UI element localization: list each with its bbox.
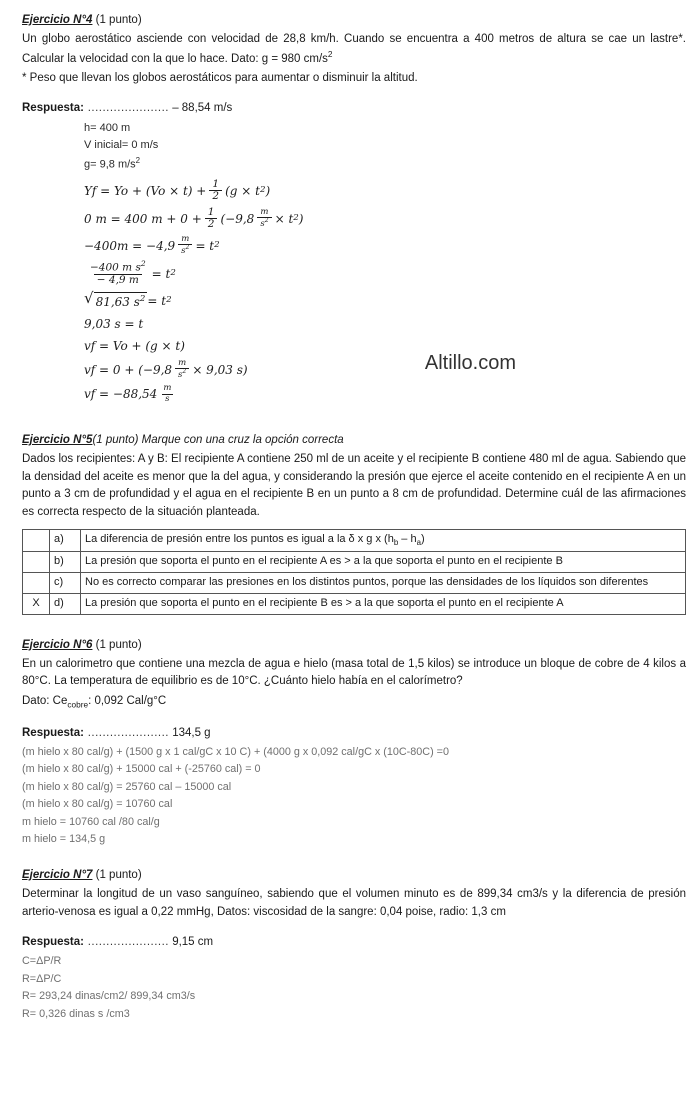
eq9-lhs: vf = −88,54: [84, 387, 158, 402]
exercise-7-calc-line-3: R= 293,24 dinas/cm2/ 899,34 cm3/s: [22, 990, 196, 1003]
exercise-7-title: Ejercicio N°7: [22, 868, 93, 881]
exercise-6-statement: En un calorimetro que contiene una mezcla de agua e hielo (masa total de 1,5 kilos) se introduce un bloque de cobre de 4 kilos a 80°C. La temperatura de equilibrio es de 10°C. ¿Cuánto hielo había en el calorímetro?: [22, 657, 686, 688]
exercise-4-statement-text: Un globo aerostático asciende con velocidad de 28,8 km/h. Cuando se encuentra a 400 metros de altura se cae un lastre*. Calcular la velocidad con la que lo hace. Dato: g = 980 cm/s: [22, 33, 686, 65]
exercise-6-answer-value: 134,5 g: [169, 726, 211, 739]
exercise-4-given-g: [84, 155, 686, 174]
eq8-units-denominator-exponent: 2: [182, 368, 187, 376]
exercise-4-equation-3: [84, 235, 686, 257]
eq1-close: ): [265, 183, 271, 198]
exercise-4-given-v: V inicial= 0 m/s: [84, 139, 159, 152]
square-root-icon: √: [84, 288, 94, 307]
eq2-half-denominator: 2: [205, 218, 218, 231]
option-c-letter: c): [50, 572, 81, 593]
eq4-fraction: [87, 260, 149, 287]
exercise-4-note: * Peso que llevan los globos aerostáticos para aumentar o disminuir la altitud.: [22, 72, 418, 85]
eq1-fraction: [209, 179, 222, 203]
exercise-7-calculations: [22, 953, 686, 1023]
eq2-close: ): [298, 211, 304, 226]
watermark-altillo: Altillo.com: [424, 352, 516, 374]
eq3-units-denominator: [178, 244, 192, 256]
option-b-text: La presión que soporta el punto en el recipiente A es > a la que soporta el punto en el recipiente B: [81, 551, 686, 572]
eq4-tail-exponent: 2: [170, 268, 176, 279]
exercise-6-heading: [22, 637, 686, 654]
option-b-letter: b): [50, 551, 81, 572]
exercise-6-data-post: : 0,092 Cal/g°C: [88, 694, 167, 707]
exercise-7-statement: Determinar la longitud de un vaso sanguíneo, sabiendo que el volumen minuto es de 899,34 cm3/s y la diferencia de presión arterio-venosa es igual a 0,22 mmHg, Datos: viscosidad de la sangre: 0,04 poise, radio: 1,3 cm: [22, 888, 686, 918]
exercise-7-answer-dots: ......................: [84, 935, 169, 948]
exercise-7-answer-value: 9,15 cm: [169, 935, 214, 948]
eq5-radical: [84, 288, 147, 311]
eq8-tail: × 9,03 s): [192, 362, 248, 377]
eq9-units-denominator: s: [162, 394, 172, 404]
eq8-units-fraction: [175, 359, 189, 381]
eq3-lhs: −400m = −4,9: [84, 238, 176, 253]
option-a-mark[interactable]: [23, 530, 50, 552]
eq9-units-fraction: [160, 384, 174, 404]
eq4-numerator-exponent: 2: [140, 259, 146, 269]
option-d-letter: d): [50, 593, 81, 614]
eq3-tail-exponent: 2: [214, 240, 220, 251]
eq1-tail-exponent: 2: [259, 185, 266, 196]
exercise-4-answer-dots: ......................: [84, 102, 169, 115]
option-d-text: La presión que soporta el punto en el recipiente B es > a la que soporta el punto en el recipiente A: [81, 593, 686, 614]
exercise-4-title: Ejercicio N°4: [22, 14, 93, 26]
exercise-6-calc-line-5: m hielo = 10760 cal /80 cal/g: [22, 815, 160, 828]
exercise-4-work: [84, 120, 686, 405]
option-c-text: No es correcto comparar las presiones en los distintos puntos, porque las densidades de los líquidos son diferentes: [81, 572, 686, 593]
exercise-6-calculations: [22, 744, 686, 849]
exercise-7-answer-line: [22, 934, 686, 951]
exercise-7-points: (1 punto): [92, 868, 142, 881]
eq8-lhs: vf = 0 + (−9,8: [84, 362, 173, 377]
eq9-units-numerator: m: [163, 383, 172, 394]
exercise-7-answer-label: Respuesta:: [22, 935, 84, 948]
eq2-lhs: 0 m = 400 m + 0 +: [84, 211, 202, 226]
exercise-5-instruction: Marque con una cruz la opción correcta: [138, 434, 344, 447]
exercise-4-heading: [22, 12, 686, 29]
exercise-6-answer-label: Respuesta:: [22, 726, 84, 739]
eq2-open: (−9,8: [220, 211, 255, 226]
eq8-units-numerator: m: [178, 357, 187, 368]
table-row[interactable]: [23, 530, 686, 552]
eq1-fraction-denominator: 2: [209, 190, 222, 203]
eq2-tail-exponent: 2: [293, 213, 299, 224]
option-b-mark[interactable]: [23, 551, 50, 572]
exercise-4-points: (1 punto): [92, 14, 142, 26]
option-c-mark[interactable]: [23, 572, 50, 593]
exercise-7-calc-line-4: R= 0,326 dinas s /cm3: [22, 1007, 130, 1020]
spacer-after-ex4: [22, 408, 686, 430]
option-d-mark[interactable]: X: [23, 593, 50, 614]
eq3-units-denominator-exponent: 2: [185, 244, 190, 252]
exercise-4-equation-2: [84, 207, 686, 231]
eq2-units-fraction: [257, 208, 271, 230]
exercise-6-calc-line-4: (m hielo x 80 cal/g) = 10760 cal: [22, 798, 173, 811]
eq4-tail: = t: [151, 266, 171, 281]
eq1-fraction-numerator: 1: [212, 177, 220, 190]
exercise-4-equation-8: [84, 359, 686, 381]
exercise-7-heading: [22, 867, 686, 884]
eq3-units-fraction: [178, 235, 192, 257]
eq4-denominator: − 4,9 m: [94, 274, 142, 287]
option-a-letter: a): [50, 530, 81, 552]
eq3-tail: = t: [195, 238, 215, 253]
eq4-numerator-text: −400 m s: [90, 261, 141, 274]
exercise-6-data-pre: Dato: Ce: [22, 694, 68, 707]
exercise-4-equation-7: vf = Vo + (g × t): [84, 338, 185, 353]
table-row[interactable]: [23, 551, 686, 572]
exercise-4-equation-5: [84, 288, 686, 311]
eq4-numerator: [87, 260, 149, 274]
option-a-text: [81, 530, 686, 552]
exercise-7-calc-line-2: R=ΔP/C: [22, 972, 62, 985]
exercise-7-calc-line-1: C=ΔP/R: [22, 955, 62, 968]
exercise-6-answer-line: [22, 725, 686, 742]
option-a-text-post: ): [420, 533, 425, 546]
eq5-tail-exponent: 2: [166, 295, 172, 306]
exercise-4-statement: [22, 31, 686, 68]
exercise-4-answer-label: Respuesta:: [22, 102, 84, 115]
exercise-6-calc-line-3: (m hielo x 80 cal/g) = 25760 cal – 15000 cal: [22, 780, 232, 793]
eq3-units-denominator-text: s: [181, 245, 186, 256]
spacer-after-ex5: [22, 619, 686, 635]
eq2-units-denominator: [257, 217, 271, 229]
eq3-units-numerator: m: [181, 233, 190, 244]
option-a-sub-b: b: [393, 538, 399, 548]
exercise-4-equation-1: [84, 179, 686, 203]
eq1-tail: (g × t: [225, 183, 260, 198]
eq8-units-denominator: [175, 368, 189, 380]
exercise-6-points: (1 punto): [92, 638, 142, 651]
exercise-5-heading: [22, 432, 686, 449]
exercise-6-calc-line-2: (m hielo x 80 cal/g) + 15000 cal + (-25760 cal) = 0: [22, 763, 261, 776]
eq2-units-numerator: m: [260, 206, 269, 217]
eq2-tail: × t: [274, 211, 294, 226]
exercise-4-given-g-exponent: 2: [135, 156, 141, 166]
exercise-4-given-h: h= 400 m: [84, 121, 131, 134]
eq5-radicand-exponent: 2: [139, 293, 146, 304]
exercise-4-given-g-text: g= 9,8 m/s: [84, 158, 136, 171]
exercise-5-title: Ejercicio N°5: [22, 434, 93, 447]
exercise-4-statement-exponent: 2: [327, 49, 333, 59]
eq5-radicand: [94, 292, 148, 311]
table-row[interactable]: [23, 572, 686, 593]
exercise-4-equation-4: [84, 260, 686, 287]
eq2-units-denominator-text: s: [260, 219, 265, 230]
option-a-text-mid: – h: [398, 533, 417, 546]
eq8-units-denominator-text: s: [178, 370, 183, 381]
exercise-5-points: (1 punto): [92, 434, 139, 447]
exercise-4-equation-6: 9,03 s = t: [84, 316, 144, 331]
option-a-text-pre: La diferencia de presión entre los puntos es igual a la δ x g x (h: [85, 533, 394, 546]
exercise-6-calc-line-6: m hielo = 134,5 g: [22, 833, 106, 846]
eq2-half-fraction: [205, 207, 218, 231]
eq2-units-denominator-exponent: 2: [264, 217, 269, 225]
exercise-5-statement: Dados los recipientes: A y B: El recipiente A contiene 250 ml de un aceite y el recipiente B contiene 480 ml de agua. Sabiendo que la densidad del aceite es menor que la del agua, y considerando la presión que ejerce el aceite contenido en el recipiente A en un punto a 3 cm de profundidad y el agua en el recipiente B en un punto a 8 cm de profundidad. Determine cuál de las afirmaciones es correcta respecto de la situación planteada.: [22, 453, 686, 518]
exercise-4-answer-line: [22, 100, 686, 117]
eq5-radicand-text: 81,63 s: [95, 294, 140, 309]
exercise-4-equation-9: [84, 384, 686, 404]
eq5-tail: = t: [147, 293, 167, 308]
spacer-after-ex6: [22, 849, 686, 865]
exercise-6-data: [22, 693, 686, 712]
exercise-5-options-table: [22, 529, 686, 614]
eq1-lhs: Yf = Yo + (Vo × t) +: [84, 183, 207, 198]
exercise-6-calc-line-1: (m hielo x 80 cal/g) + (1500 g x 1 cal/gC x 10 C) + (4000 g x 0,092 cal/gC x (10C-80C) =0: [22, 745, 449, 758]
exercise-6-answer-dots: ......................: [84, 726, 169, 739]
eq2-half-numerator: 1: [207, 205, 215, 218]
exercise-4-answer-value: – 88,54 m/s: [169, 102, 233, 115]
option-a-sub-a: a: [416, 538, 421, 548]
table-row[interactable]: [23, 593, 686, 614]
exercise-6-data-sub: cobre: [67, 700, 89, 710]
exercise-6-title: Ejercicio N°6: [22, 638, 93, 651]
